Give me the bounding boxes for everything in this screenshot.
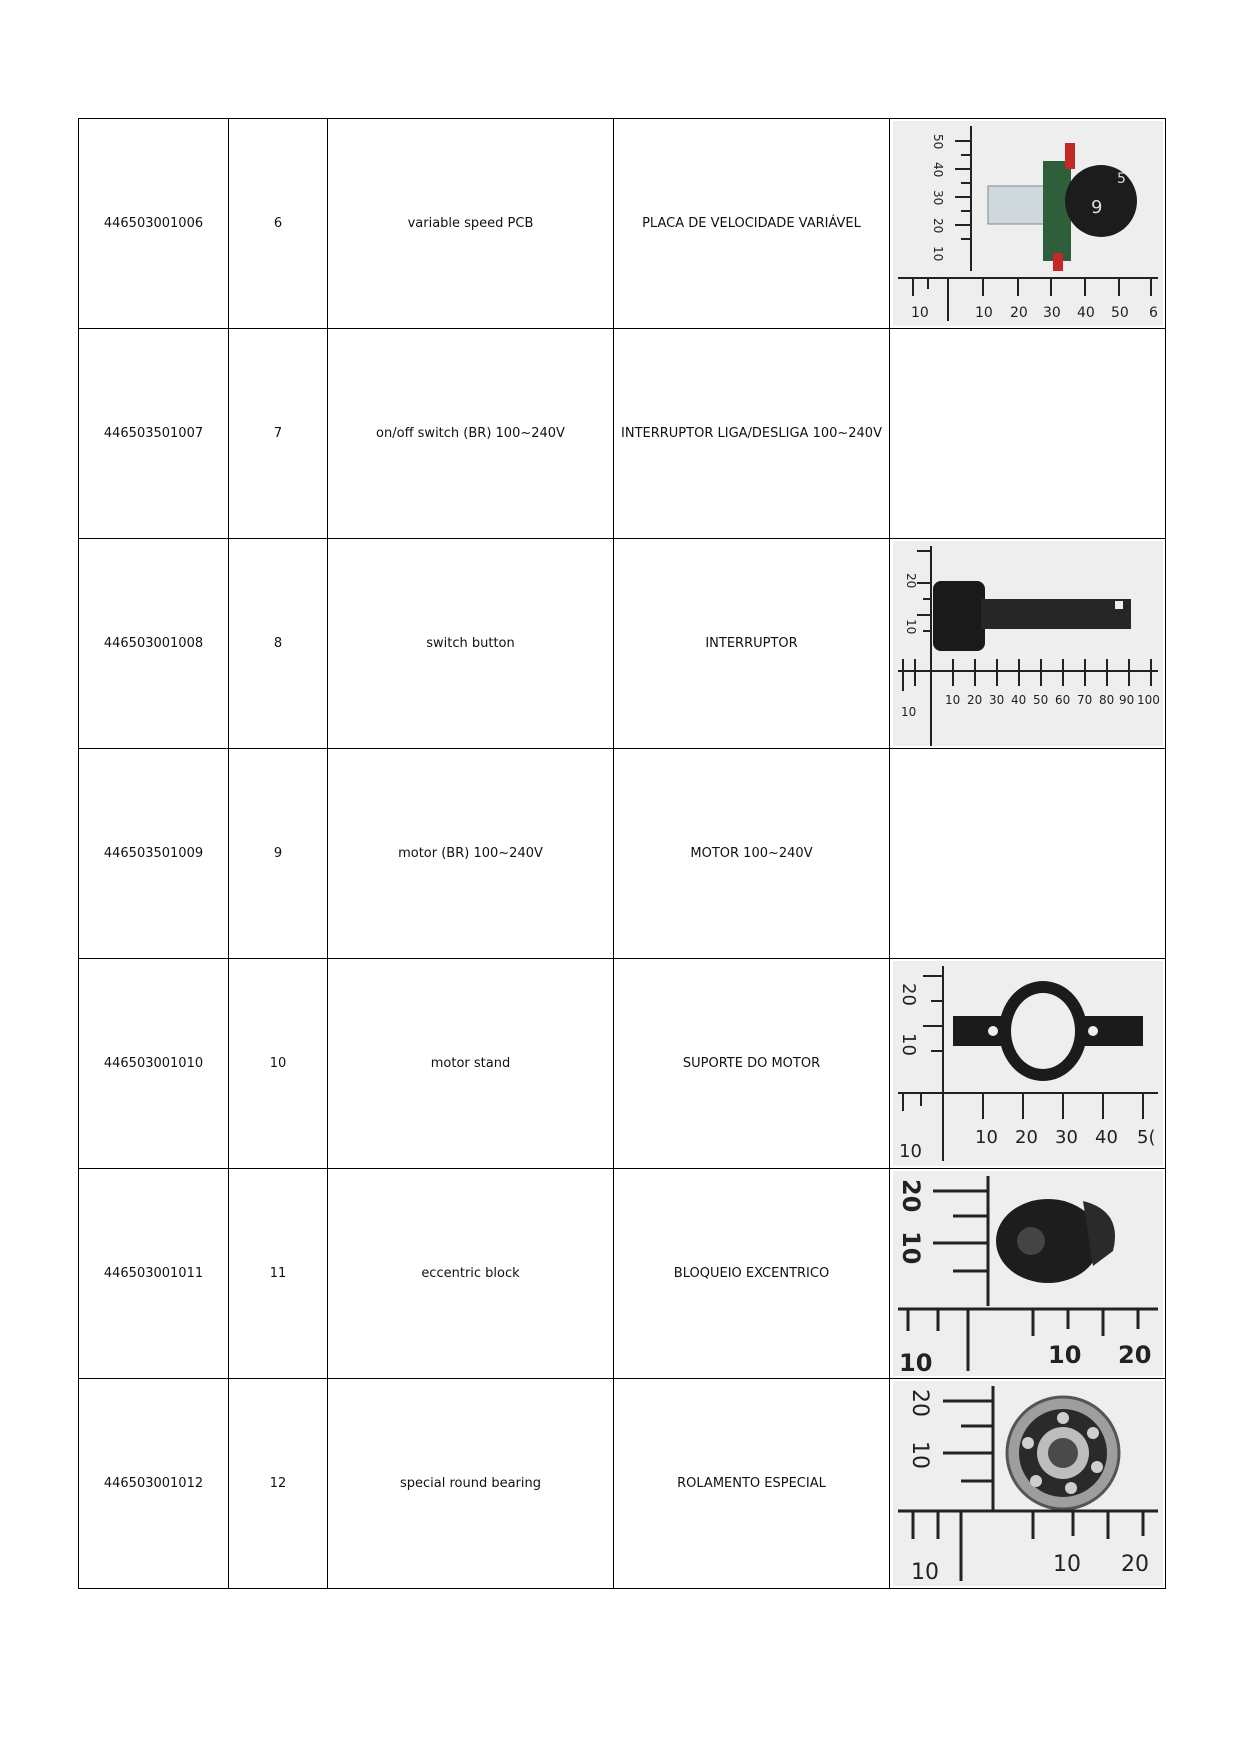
item-number: 7	[229, 329, 328, 539]
ruler-label: 40	[930, 162, 945, 178]
ruler-label: 20	[1014, 1127, 1038, 1148]
table-row	[79, 1169, 1166, 1379]
ruler-label: 5(	[1136, 1127, 1155, 1148]
table-row	[79, 1379, 1166, 1589]
ruler-label: 10	[974, 1127, 998, 1148]
part-code: 446503001011	[79, 1169, 229, 1379]
ruler-label: 10	[974, 305, 993, 321]
ruler-label: 70	[1076, 693, 1092, 707]
ruler-label: 10	[910, 305, 929, 321]
description-en: on/off switch (BR) 100~240V	[328, 329, 614, 539]
ruler-label: 10	[910, 1560, 939, 1585]
description-en: special round bearing	[328, 1379, 614, 1589]
ruler-label: 20	[1009, 305, 1028, 321]
item-number: 9	[229, 749, 328, 959]
part-photo-cell	[890, 1379, 1166, 1589]
ruler-label: 10	[898, 1349, 932, 1376]
table-row	[79, 329, 1166, 539]
motor-bracket-photo	[893, 961, 1163, 1166]
ruler-label: 10	[898, 1141, 922, 1162]
ruler-label: 30	[988, 693, 1004, 707]
ruler-label: 10	[900, 705, 916, 719]
description-en: eccentric block	[328, 1169, 614, 1379]
part-photo-cell	[890, 959, 1166, 1169]
item-number: 12	[229, 1379, 328, 1589]
ruler-label: 10	[896, 1231, 925, 1265]
table-row	[79, 539, 1166, 749]
item-number: 8	[229, 539, 328, 749]
eccentric-block-photo	[893, 1171, 1163, 1376]
description-pt: PLACA DE VELOCIDADE VARIÁVEL	[614, 119, 890, 329]
part-code: 446503001010	[79, 959, 229, 1169]
part-code: 446503501009	[79, 749, 229, 959]
table-row	[79, 119, 1166, 329]
table-row	[79, 749, 1166, 959]
ruler-label: 50	[1032, 693, 1048, 707]
table-row	[79, 959, 1166, 1169]
svg-text:5: 5	[1116, 171, 1126, 187]
part-photo-cell	[890, 539, 1166, 749]
description-pt: INTERRUPTOR LIGA/DESLIGA 100~240V	[614, 329, 890, 539]
ruler-label: 40	[1094, 1127, 1118, 1148]
ruler-label: 60	[1054, 693, 1070, 707]
description-en: switch button	[328, 539, 614, 749]
part-code: 446503001006	[79, 119, 229, 329]
ruler-label: 80	[1098, 693, 1114, 707]
switch-lever-photo	[893, 541, 1163, 746]
ruler-label: 10	[944, 693, 960, 707]
ruler-label: 40	[1010, 693, 1026, 707]
part-photo-cell	[890, 1169, 1166, 1379]
part-photo-cell-empty	[890, 749, 1166, 959]
description-pt: ROLAMENTO ESPECIAL	[614, 1379, 890, 1589]
part-code: 446503001008	[79, 539, 229, 749]
description-pt: SUPORTE DO MOTOR	[614, 959, 890, 1169]
ruler-label: 20	[930, 218, 945, 234]
parts-table	[78, 118, 1166, 1589]
ruler-label: 50	[930, 134, 945, 150]
description-pt: BLOQUEIO EXCENTRICO	[614, 1169, 890, 1379]
pcb-knob-photo	[893, 121, 1163, 326]
ruler-label: 90	[1118, 693, 1134, 707]
ruler-label: 20	[897, 983, 919, 1006]
ruler-label: 20	[903, 573, 918, 589]
description-pt: MOTOR 100~240V	[614, 749, 890, 959]
ruler-label: 20	[896, 1179, 925, 1213]
parts-sheet	[78, 118, 1165, 1602]
description-en: motor stand	[328, 959, 614, 1169]
ruler-label: 20	[906, 1389, 932, 1417]
bearing-photo	[893, 1381, 1163, 1586]
ruler-label: 10	[1047, 1341, 1081, 1369]
ruler-label: 10	[930, 246, 945, 262]
ruler-label: 20	[1117, 1341, 1151, 1369]
item-number: 6	[229, 119, 328, 329]
ruler-label: 50	[1110, 305, 1129, 321]
description-en: variable speed PCB	[328, 119, 614, 329]
ruler-label: 20	[1120, 1552, 1149, 1577]
part-code: 446503001012	[79, 1379, 229, 1589]
part-photo-cell-empty	[890, 329, 1166, 539]
ruler-label: 6	[1148, 305, 1158, 321]
item-number: 11	[229, 1169, 328, 1379]
description-en: motor (BR) 100~240V	[328, 749, 614, 959]
ruler-label: 10	[903, 619, 918, 635]
ruler-label: 30	[1042, 305, 1061, 321]
ruler-label: 100	[1136, 693, 1160, 707]
ruler-label: 20	[966, 693, 982, 707]
part-photo-cell	[890, 119, 1166, 329]
svg-text:9: 9	[1090, 197, 1102, 218]
part-code: 446503501007	[79, 329, 229, 539]
ruler-label: 30	[1054, 1127, 1078, 1148]
ruler-label: 40	[1076, 305, 1095, 321]
description-pt: INTERRUPTOR	[614, 539, 890, 749]
item-number: 10	[229, 959, 328, 1169]
ruler-label: 10	[906, 1441, 932, 1469]
ruler-label: 10	[1052, 1552, 1081, 1577]
ruler-label: 10	[897, 1033, 919, 1056]
ruler-label: 30	[930, 190, 945, 206]
